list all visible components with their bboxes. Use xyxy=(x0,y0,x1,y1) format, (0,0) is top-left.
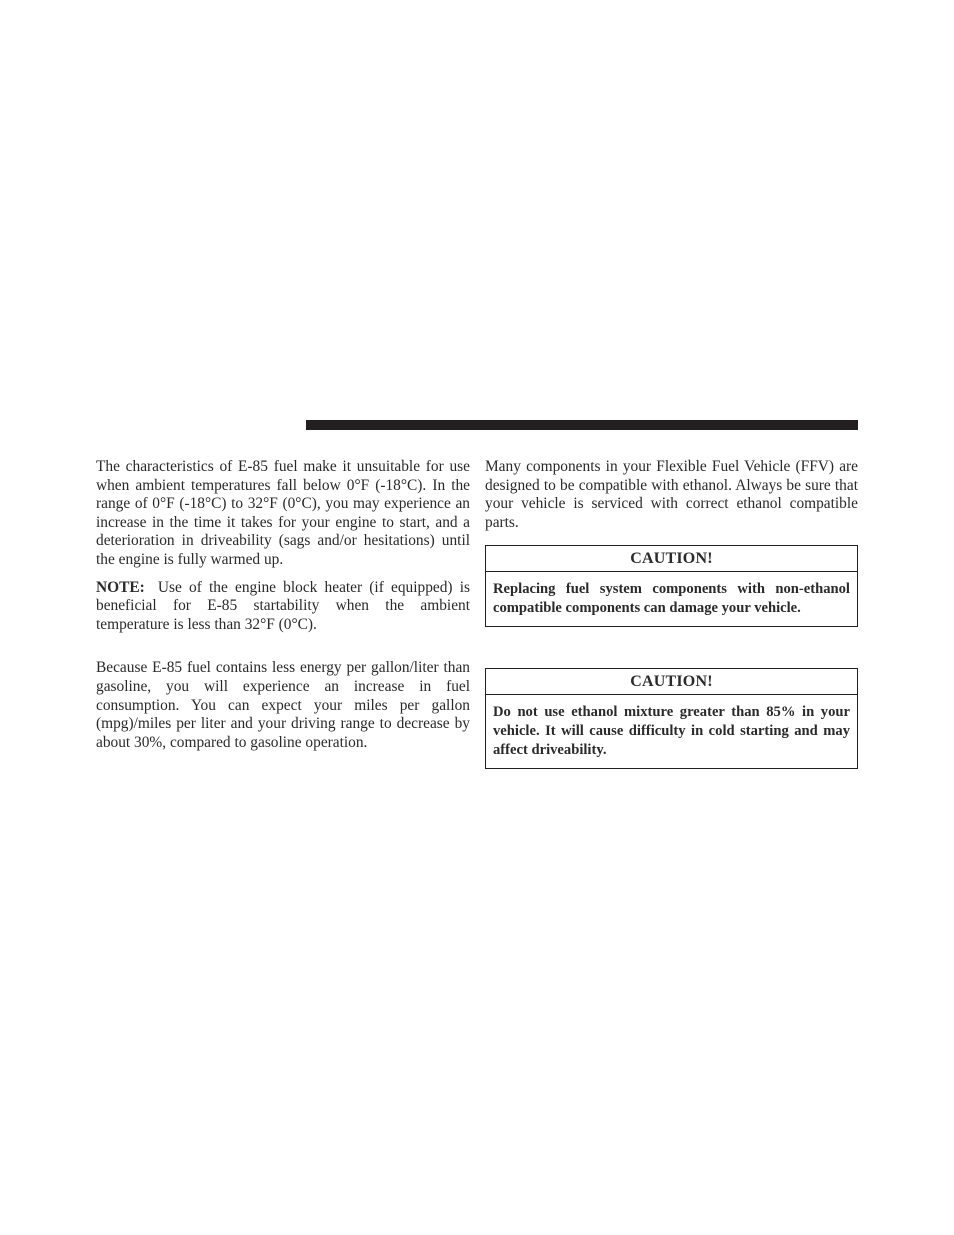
cold-weather-paragraph: The characteristics of E-85 fuel make it unsuitable for use when ambient temperatures fall below 0°F (-18°C). In the range of 0°F (-18°C) to 32°F (0°C), you may experience an increase in the time it takes for your engine to start, and a deterioration in driveability (sags and/or hesitations) until the engine is fully warmed up. xyxy=(96,458,470,568)
caution-title: CAUTION! xyxy=(486,546,857,572)
left-column xyxy=(96,458,470,752)
note-label: NOTE: xyxy=(96,578,145,596)
components-paragraph: Many components in your Flexible Fuel Vehicle (FFV) are designed to be compatible with ethanol. Always be sure that your vehicle is serviced with correct ethanol compatible parts. xyxy=(485,458,858,531)
caution-title: CAUTION! xyxy=(486,669,857,695)
fuel-economy-paragraph: Because E-85 fuel contains less energy per gallon/liter than gasoline, you will experience an increase in fuel consumption. You can expect your miles per gallon (mpg)/miles per liter and your driving range to decrease by about 30%, compared to gasoline operation. xyxy=(96,659,470,751)
section-header-bar xyxy=(306,420,858,430)
right-column xyxy=(485,458,858,769)
note-paragraph xyxy=(96,579,470,635)
caution-text: Do not use ethanol mixture greater than 85% in your vehicle. It will cause difficulty in cold starting and may affect driveability. xyxy=(493,704,850,759)
caution-box-2 xyxy=(485,668,858,769)
caution-box-1 xyxy=(485,545,858,627)
note-text: Use of the engine block heater (if equipped) is beneficial for E-85 startability when the ambient temperature is less than 32°F (0°C). xyxy=(96,578,470,633)
caution-text: Replacing fuel system components with non-ethanol compatible components can damage your vehicle. xyxy=(493,581,850,617)
